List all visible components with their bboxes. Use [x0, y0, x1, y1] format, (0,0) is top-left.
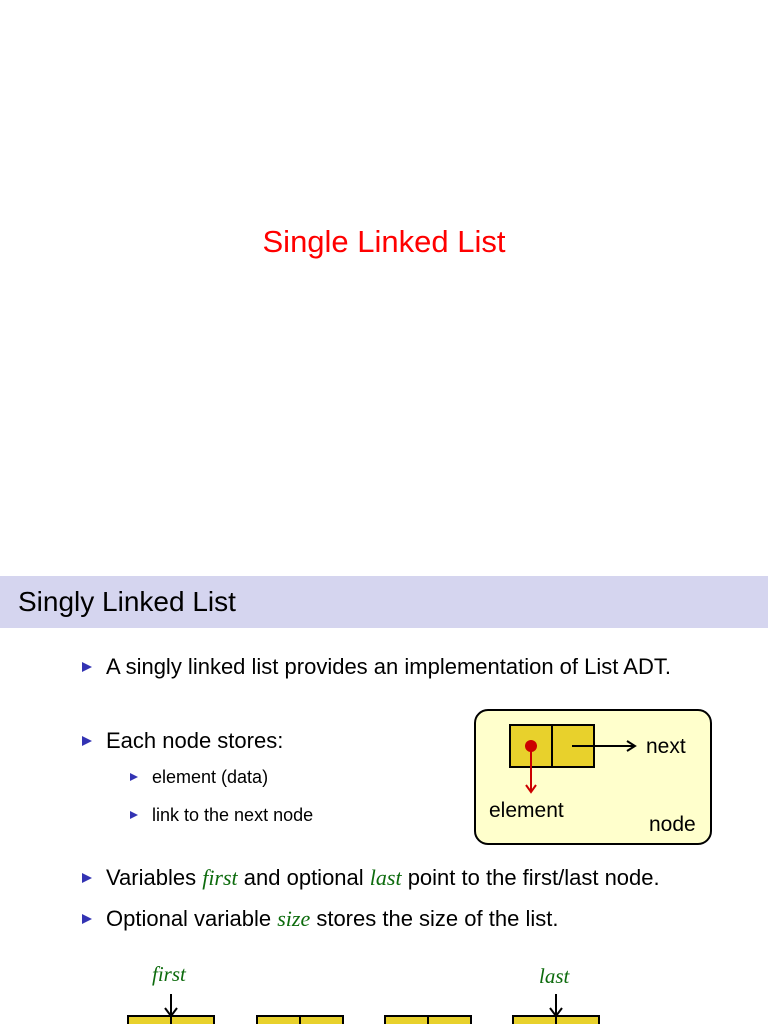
sub-bullet-text: element (data): [152, 767, 269, 787]
bullet-text: A singly linked list provides an implementation of List ADT.: [106, 654, 671, 679]
bullet-item: [106, 865, 660, 891]
content-slide: [0, 576, 768, 1024]
bullet-triangle-icon: [130, 811, 138, 819]
list-node: [513, 1016, 599, 1024]
bullet-item: [106, 728, 283, 754]
variable-size: size: [277, 906, 311, 931]
bullet-triangle-icon: [82, 662, 92, 672]
bullet-text-pre: Variables: [106, 865, 203, 890]
frame-title: Singly Linked List: [18, 586, 236, 617]
bullet-text-pre: Optional variable: [106, 906, 278, 931]
slide-title: Single Linked List: [262, 224, 506, 259]
bullet-text-post: stores the size of the list.: [310, 906, 559, 931]
list-node: [128, 1016, 214, 1024]
sub-bullet-item: [152, 805, 313, 826]
bullet-triangle-icon: [130, 773, 138, 781]
bullet-text: Each node stores:: [106, 728, 284, 753]
variable-last: last: [369, 865, 402, 890]
bullet-item: [106, 654, 671, 680]
bullet-triangle-icon: [82, 736, 92, 746]
bullet-text-mid: and optional: [237, 865, 370, 890]
bullet-item: [106, 906, 558, 932]
first-label: first: [152, 962, 186, 986]
bullet-triangle-icon: [82, 914, 92, 924]
node-label: node: [649, 813, 696, 836]
sub-bullet-text: link to the next node: [152, 805, 314, 825]
linked-list-diagram: [0, 986, 768, 1024]
variable-first: first: [202, 865, 238, 890]
last-label: last: [539, 964, 570, 988]
node-diagram: [474, 709, 712, 845]
list-node: [385, 1016, 471, 1024]
frame-header: [0, 576, 768, 628]
element-label: element: [489, 799, 564, 822]
next-label: next: [646, 735, 686, 758]
sub-bullet-item: [152, 767, 268, 788]
bullet-triangle-icon: [82, 873, 92, 883]
list-node: [257, 1016, 343, 1024]
bullet-text-post: point to the first/last node.: [401, 865, 660, 890]
